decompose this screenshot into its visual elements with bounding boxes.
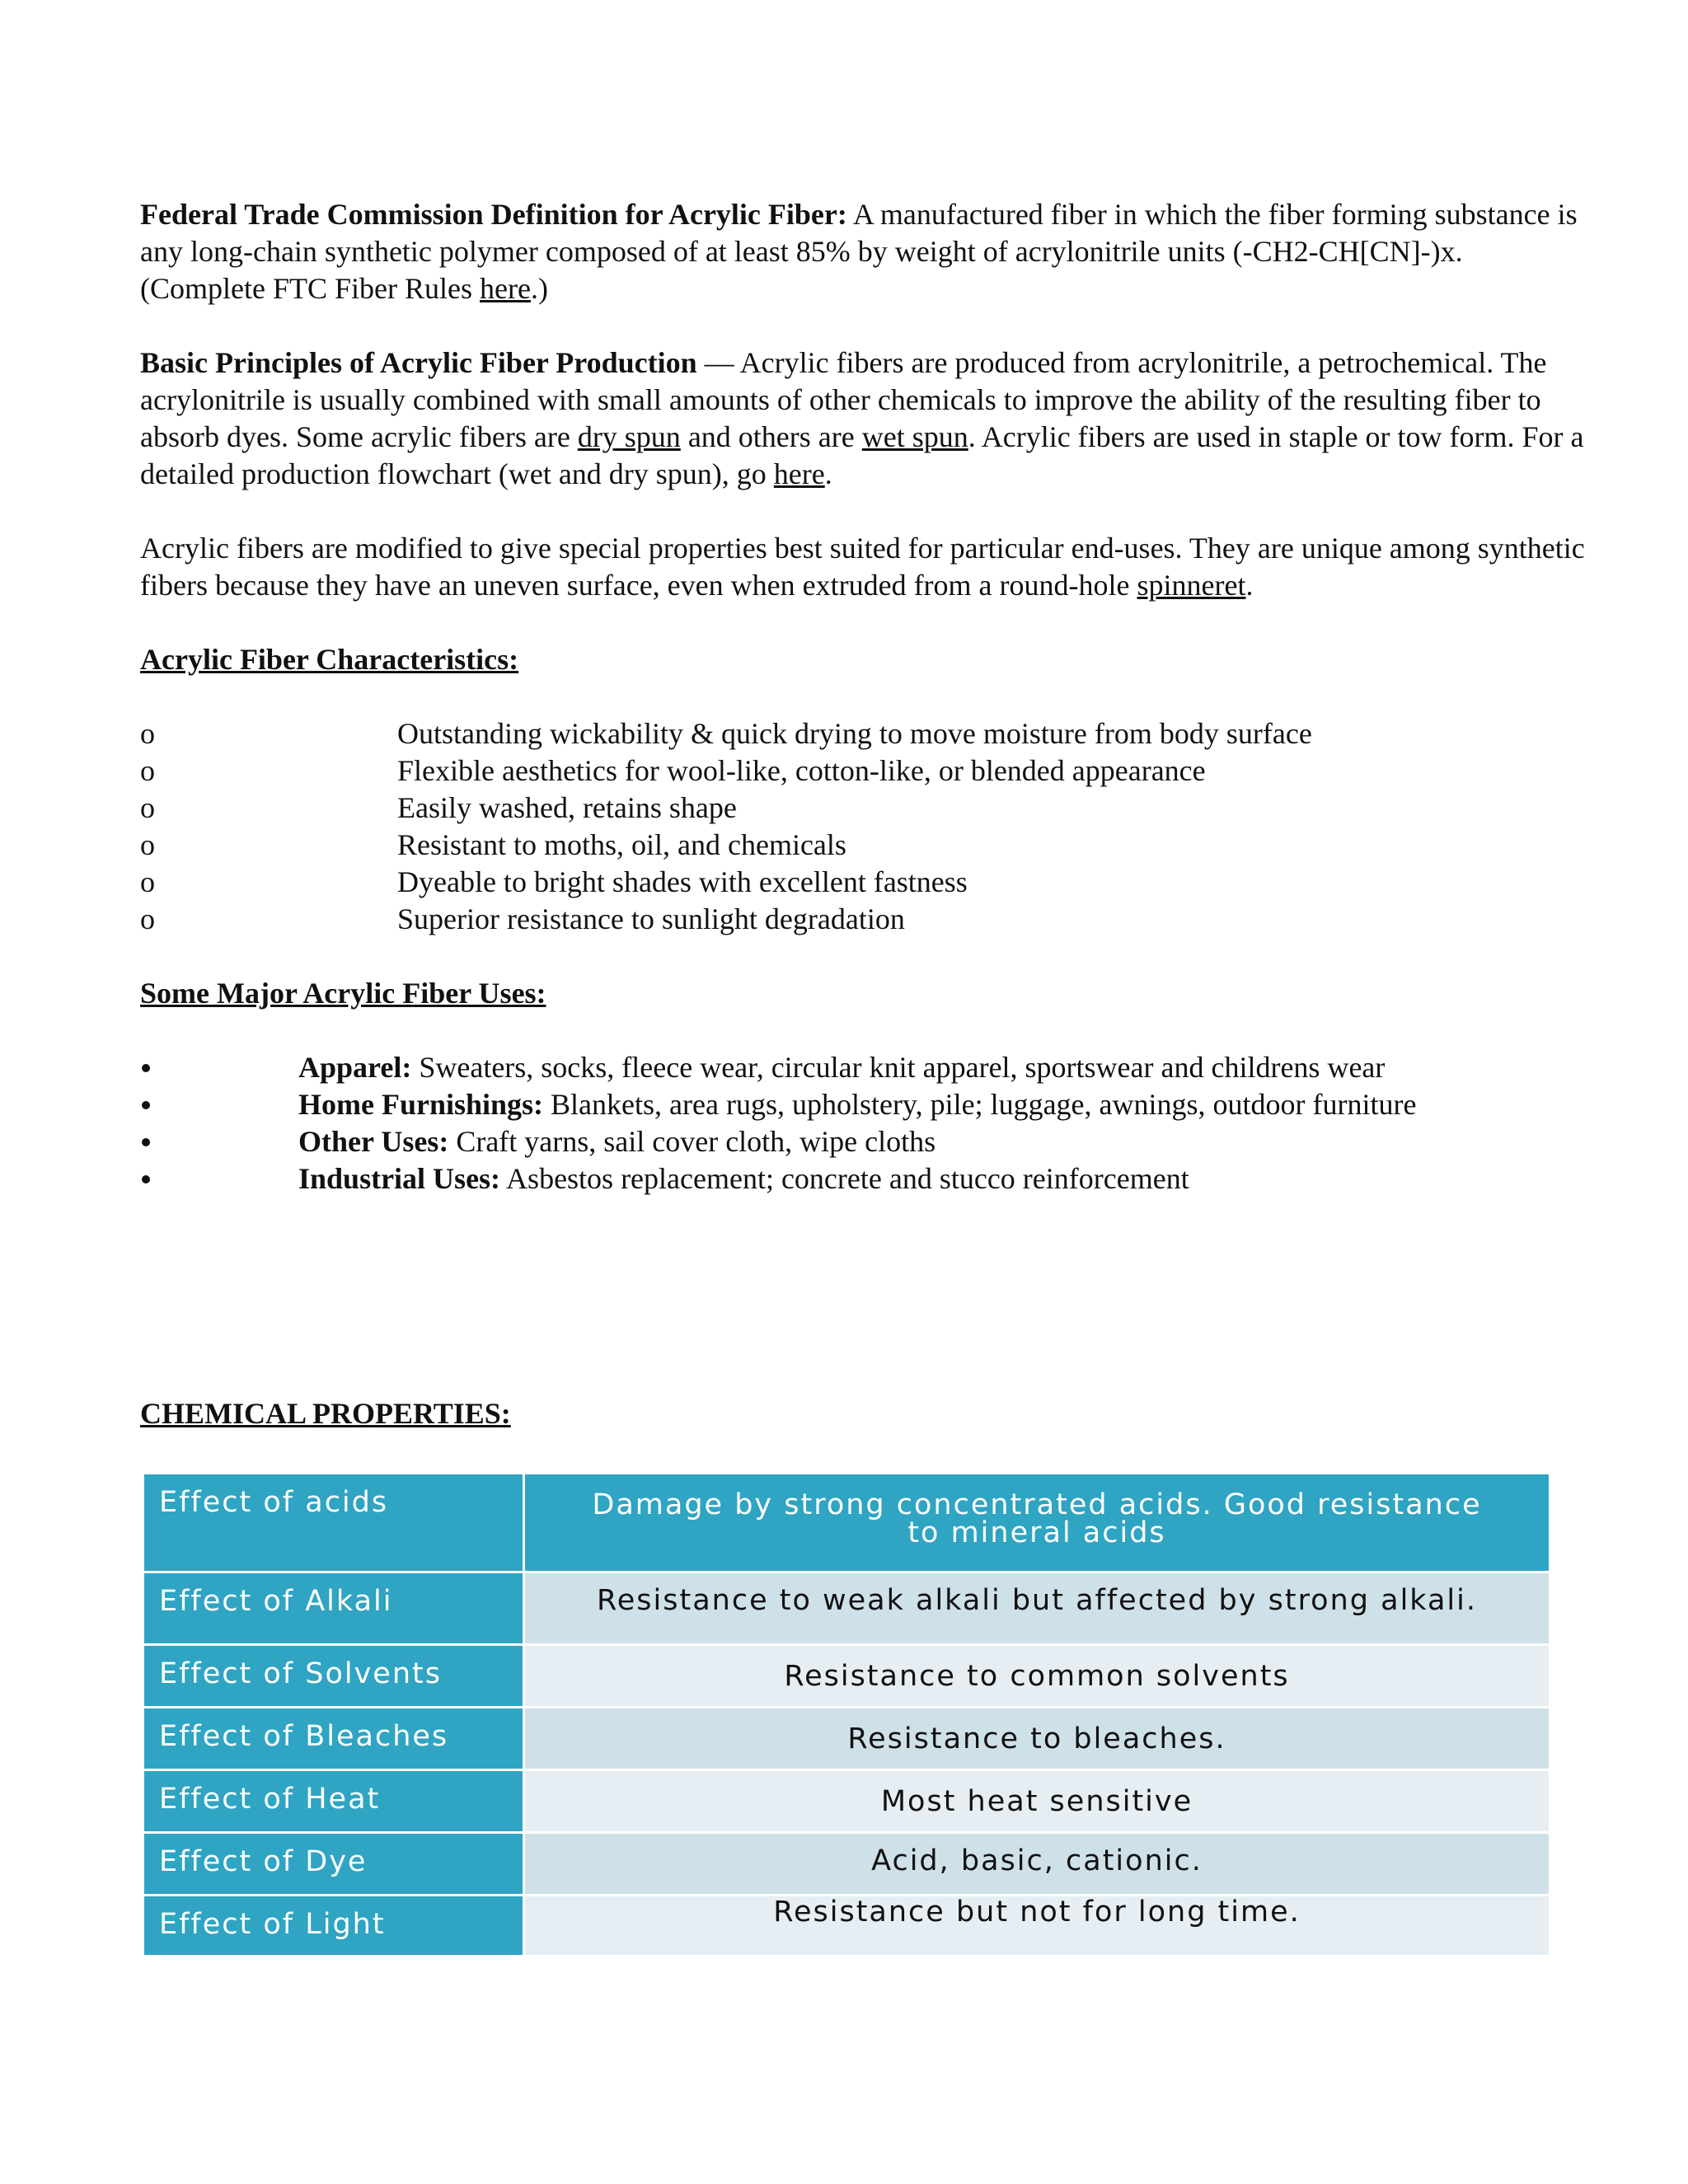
property-value-cell: Damage by strong concentrated acids. Good resistance to mineral acids xyxy=(524,1474,1550,1572)
bullet-icon xyxy=(142,1138,150,1146)
property-value-cell: Acid, basic, cationic. xyxy=(524,1833,1550,1896)
modified-text: Acrylic fibers are modified to give special properties best suited for particular end-uses. They are unique among synthetic fibers because they have an uneven surface, even when extruded from a round-hole xyxy=(140,532,1585,602)
property-value-cell: Resistance but not for long time. xyxy=(524,1896,1550,1957)
property-name-cell: Effect of Alkali xyxy=(143,1572,524,1645)
characteristic-item xyxy=(140,864,1591,901)
use-text xyxy=(298,1049,1385,1086)
characteristic-item xyxy=(140,715,1591,752)
property-name-cell: Effect of Bleaches xyxy=(143,1708,524,1770)
chemical-heading: CHEMICAL PROPERTIES: xyxy=(140,1397,511,1430)
characteristics-list xyxy=(140,715,1591,938)
ftc-label: Federal Trade Commission Definition for Acrylic Fiber: xyxy=(140,198,847,231)
uses-list xyxy=(140,1049,1591,1197)
table-row xyxy=(143,1474,1550,1572)
characteristic-text: Easily washed, retains shape xyxy=(397,791,737,824)
circle-bullet-icon: o xyxy=(140,791,155,824)
property-value-cell: Resistance to weak alkali but affected by strong alkali. xyxy=(524,1572,1550,1645)
use-text xyxy=(298,1123,935,1160)
table-row xyxy=(143,1770,1550,1833)
use-description: Blankets, area rugs, upholstery, pile; luggage, awnings, outdoor furniture xyxy=(543,1088,1417,1121)
table-row xyxy=(143,1896,1550,1957)
property-name-cell: Effect of Light xyxy=(143,1896,524,1957)
use-item xyxy=(140,1049,1591,1086)
use-description: Sweaters, socks, fleece wear, circular knit apparel, sportswear and childrens wear xyxy=(411,1051,1386,1084)
modified-paragraph xyxy=(140,530,1591,604)
use-text xyxy=(298,1086,1416,1123)
use-description: Craft yarns, sail cover cloth, wipe cloths xyxy=(448,1125,936,1158)
use-text xyxy=(298,1160,1189,1197)
table-row xyxy=(143,1645,1550,1708)
characteristic-text: Superior resistance to sunlight degradation xyxy=(397,902,905,935)
principles-text-2: and others are xyxy=(680,420,862,453)
use-label: Industrial Uses: xyxy=(298,1162,501,1195)
characteristics-heading: Acrylic Fiber Characteristics: xyxy=(140,643,519,676)
table-row xyxy=(143,1708,1550,1770)
use-item xyxy=(140,1086,1591,1123)
use-item xyxy=(140,1160,1591,1197)
principles-text-1: — Acrylic fibers are produced from acrylonitrile, a petrochemical. The acrylonitrile is usually combined with small amounts of other chemicals to improve the ability of the resulting fiber to absorb dyes. Some acrylic fibers are xyxy=(140,346,1547,453)
principles-text-4: . xyxy=(824,457,832,490)
flowchart-link[interactable]: here xyxy=(773,457,825,490)
circle-bullet-icon: o xyxy=(140,865,155,898)
circle-bullet-icon: o xyxy=(140,902,155,935)
wet-spun-link[interactable]: wet spun xyxy=(861,420,968,453)
circle-bullet-icon: o xyxy=(140,717,155,750)
modified-end: . xyxy=(1245,569,1254,602)
use-item xyxy=(140,1123,1591,1160)
uses-heading: Some Major Acrylic Fiber Uses: xyxy=(140,977,546,1010)
use-label: Apparel: xyxy=(298,1051,412,1084)
use-label: Home Furnishings: xyxy=(298,1088,544,1121)
characteristic-text: Flexible aesthetics for wool-like, cotton-like, or blended appearance xyxy=(397,754,1206,787)
characteristic-item xyxy=(140,752,1591,790)
characteristic-item xyxy=(140,827,1591,864)
bullet-icon xyxy=(142,1101,150,1109)
property-name-cell: Effect of Solvents xyxy=(143,1645,524,1708)
ftc-definition xyxy=(140,196,1591,307)
characteristic-text: Resistant to moths, oil, and chemicals xyxy=(397,828,846,861)
document-body xyxy=(140,196,1591,1197)
chemical-properties-table xyxy=(142,1472,1551,1957)
principles-label: Basic Principles of Acrylic Fiber Production xyxy=(140,346,697,379)
ftc-end: .) xyxy=(530,272,548,305)
characteristic-item xyxy=(140,790,1591,827)
property-name-cell: Effect of Dye xyxy=(143,1833,524,1896)
ftc-rules-link[interactable]: here xyxy=(479,272,531,305)
property-name-cell: Effect of acids xyxy=(143,1474,524,1572)
table-row xyxy=(143,1833,1550,1896)
production-principles xyxy=(140,344,1591,493)
bullet-icon xyxy=(142,1064,150,1072)
table-row xyxy=(143,1572,1550,1645)
spinneret-link[interactable]: spinneret xyxy=(1137,569,1246,602)
use-description: Asbestos replacement; concrete and stucco reinforcement xyxy=(500,1162,1189,1195)
circle-bullet-icon: o xyxy=(140,828,155,861)
characteristic-text: Outstanding wickability & quick drying to move moisture from body surface xyxy=(397,717,1312,750)
characteristic-text: Dyeable to bright shades with excellent fastness xyxy=(397,865,968,898)
use-label: Other Uses: xyxy=(298,1125,449,1158)
ftc-text: A manufactured fiber in which the fiber forming substance is any long-chain synthetic polymer composed of at least 85% by weight of acrylonitrile units (-CH2-CH[CN]-)x. (Complete FTC Fiber Rules xyxy=(140,198,1578,305)
bullet-icon xyxy=(142,1175,150,1183)
characteristic-item xyxy=(140,901,1591,938)
property-value-cell: Resistance to common solvents xyxy=(524,1645,1550,1708)
principles-text-3: . Acrylic fibers are used in staple or tow form. For a detailed production flowchart (wet and dry spun), go xyxy=(140,420,1584,490)
circle-bullet-icon: o xyxy=(140,754,155,787)
dry-spun-link[interactable]: dry spun xyxy=(577,420,681,453)
property-value-cell: Most heat sensitive xyxy=(524,1770,1550,1833)
property-value-cell: Resistance to bleaches. xyxy=(524,1708,1550,1770)
property-name-cell: Effect of Heat xyxy=(143,1770,524,1833)
